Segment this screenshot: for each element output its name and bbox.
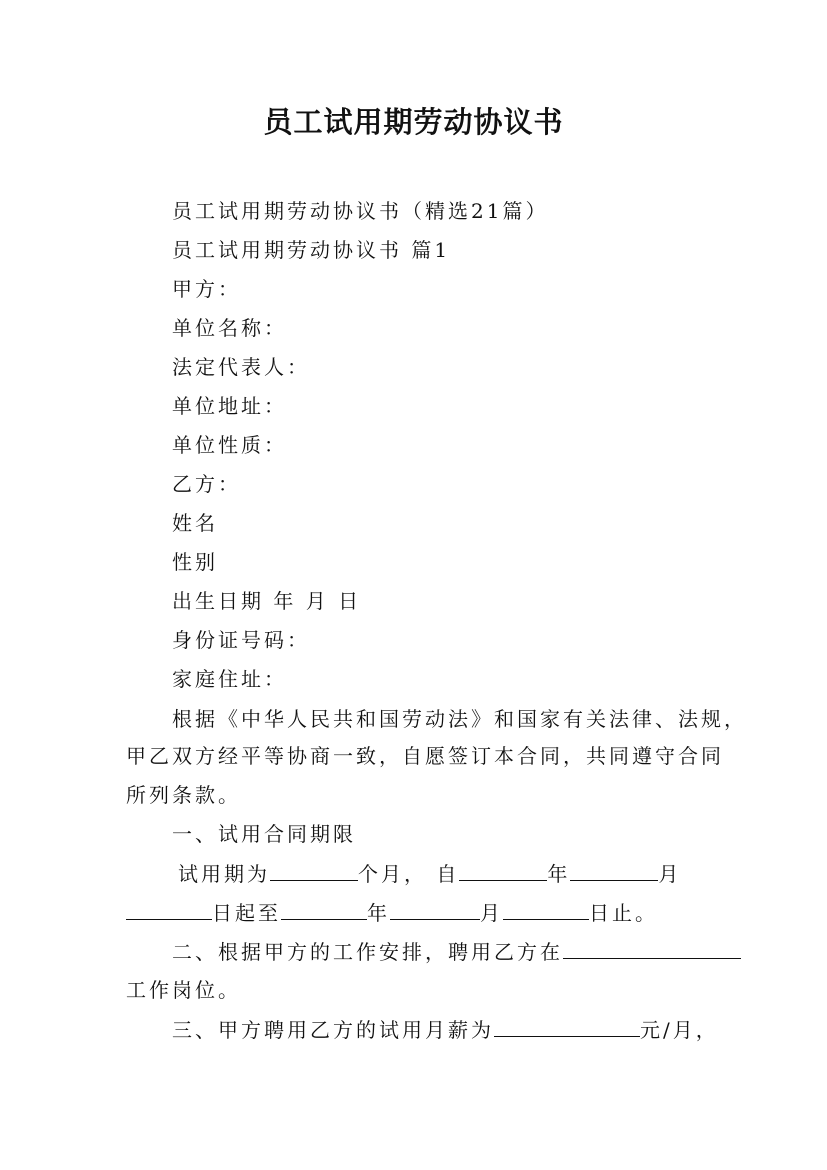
blank-field[interactable] <box>494 1016 640 1037</box>
section-2-tail: 工作岗位。 <box>126 978 241 1002</box>
unit-address-label: 单位地址： <box>172 394 287 418</box>
section-heading: 一、试用合同期限 <box>172 822 356 846</box>
section-3-line <box>172 1016 719 1043</box>
blank-field[interactable] <box>459 860 547 881</box>
trial-year-2: 年 <box>367 901 390 925</box>
birth-date-label: 出生日期 年 月 日 <box>172 589 362 613</box>
document-subtitle: 员工试用期劳动协议书（精选21篇） <box>172 199 549 223</box>
trial-from: 自 <box>436 862 460 886</box>
trial-day-end: 日止。 <box>589 901 658 925</box>
section-3-tail: 元/月， <box>640 1018 719 1042</box>
unit-name-label: 单位名称： <box>172 316 287 340</box>
section-2-text: 二、根据甲方的工作安排，聘用乙方在 <box>172 940 563 964</box>
trial-months: 个月， <box>358 862 427 886</box>
blank-field[interactable] <box>281 899 367 920</box>
trial-year: 年 <box>547 862 571 886</box>
blank-field[interactable] <box>563 938 741 959</box>
blank-field[interactable] <box>390 899 480 920</box>
section-3-text: 三、甲方聘用乙方的试用月薪为 <box>172 1018 494 1042</box>
home-address-label: 家庭住址： <box>172 667 287 691</box>
trial-month: 月 <box>658 862 682 886</box>
trial-period-line-1 <box>178 860 681 887</box>
party-a-label: 甲方： <box>172 277 241 301</box>
trial-day-from: 日起至 <box>212 901 281 925</box>
trial-month-2: 月 <box>480 901 503 925</box>
blank-field[interactable] <box>570 860 658 881</box>
trial-prefix: 试用期为 <box>178 862 270 886</box>
unit-nature-label: 单位性质： <box>172 433 287 457</box>
section-2-line <box>172 938 741 965</box>
chapter-heading: 员工试用期劳动协议书 篇1 <box>172 238 451 262</box>
trial-period-line-2 <box>126 899 658 926</box>
paragraph-line: 根据《中华人民共和国劳动法》和国家有关法律、法规， <box>172 707 747 731</box>
blank-field[interactable] <box>503 899 589 920</box>
blank-field[interactable] <box>126 899 212 920</box>
gender-label: 性别 <box>172 550 218 574</box>
id-number-label: 身份证号码： <box>172 628 310 652</box>
legal-rep-label: 法定代表人： <box>172 355 310 379</box>
name-label: 姓名 <box>172 511 218 535</box>
blank-field[interactable] <box>270 860 358 881</box>
paragraph-line: 甲乙双方经平等协商一致，自愿签订本合同，共同遵守合同 <box>126 744 724 768</box>
party-b-label: 乙方： <box>172 472 241 496</box>
paragraph-line: 所列条款。 <box>126 783 241 807</box>
document-title: 员工试用期劳动协议书 <box>263 105 564 139</box>
